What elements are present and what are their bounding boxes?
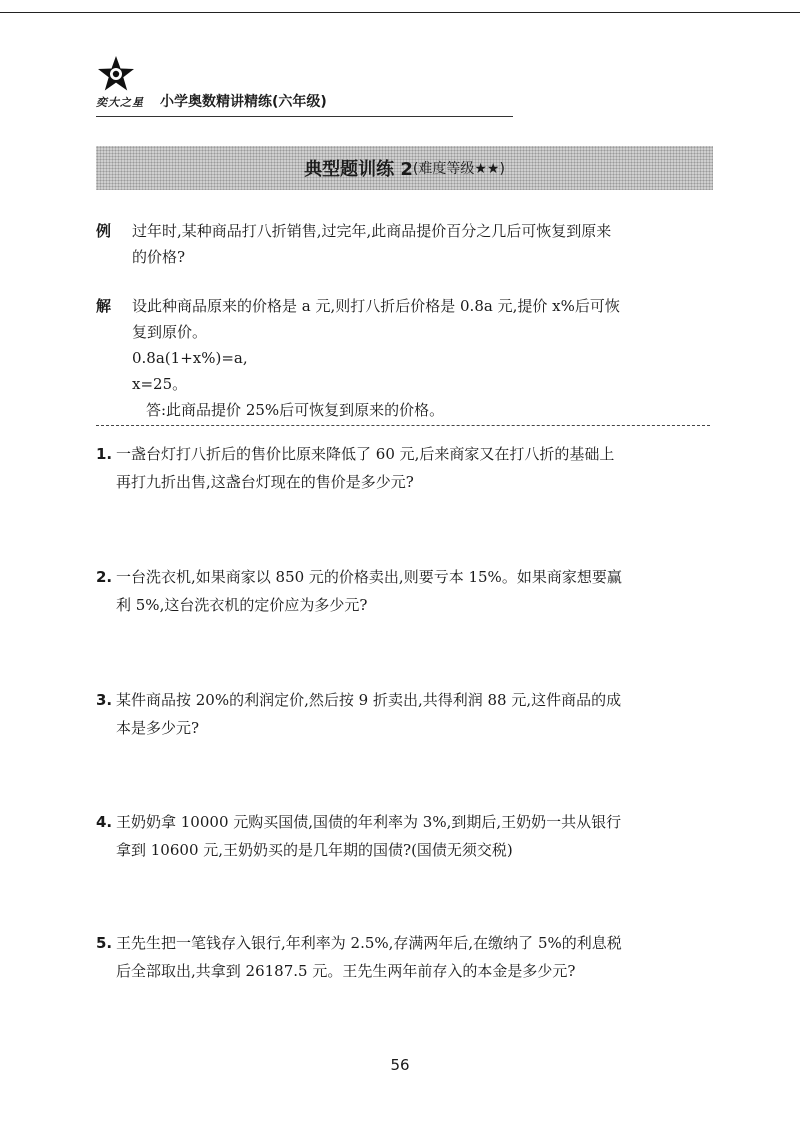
dashed-divider	[96, 425, 710, 426]
problem-item	[96, 808, 721, 864]
book-title: 小学奥数精讲精练(六年级)	[160, 94, 327, 110]
problem-line: 拿到 10600 元,王奶奶买的是几年期的国债?(国债无须交税)	[116, 841, 513, 859]
problem-item	[96, 929, 721, 985]
problem-line: 王奶奶拿 10000 元购买国债,国债的年利率为 3%,到期后,王奶奶一共从银行	[116, 813, 622, 831]
problem-line: 一盏台灯打八折后的售价比原来降低了 60 元,后来商家又在打八折的基础上	[116, 445, 615, 463]
difficulty-label: (难度等级★★)	[412, 161, 505, 177]
problem-line: 某件商品按 20%的利润定价,然后按 9 折卖出,共得利润 88 元,这件商品的成	[116, 691, 622, 709]
problem-line: 本是多少元?	[116, 719, 200, 737]
problem-item	[96, 440, 721, 496]
problem-line: 再打九折出售,这盏台灯现在的售价是多少元?	[116, 473, 414, 491]
section-banner	[96, 146, 713, 190]
problem-item	[96, 563, 721, 619]
star-logo-icon	[96, 54, 136, 94]
page-number: 56	[390, 1056, 410, 1074]
example-label: 例	[96, 222, 112, 240]
logo-text: 奕大之星	[96, 96, 144, 109]
section-title: 典型题训练 2	[304, 159, 413, 180]
example-line: 的价格?	[132, 248, 186, 266]
solution-equation: x=25。	[132, 375, 188, 393]
solution-equation: 0.8a(1+x%)=a,	[132, 349, 248, 367]
header-divider	[96, 116, 513, 117]
solution-label: 解	[96, 297, 112, 315]
solution-line: 复到原价。	[132, 323, 208, 341]
problem-line: 一台洗衣机,如果商家以 850 元的价格卖出,则要亏本 15%。如果商家想要赢	[116, 568, 622, 586]
problem-number: 1.	[96, 445, 113, 463]
solution-block	[96, 293, 721, 423]
problem-number: 4.	[96, 813, 113, 831]
solution-line: 设此种商品原来的价格是 a 元,则打八折后价格是 0.8a 元,提价 x%后可恢	[132, 297, 620, 315]
problem-number: 2.	[96, 568, 113, 586]
problem-line: 后全部取出,共拿到 26187.5 元。王先生两年前存入的本金是多少元?	[116, 962, 576, 980]
problem-item	[96, 686, 721, 742]
problem-number: 3.	[96, 691, 113, 709]
top-border-line	[0, 12, 800, 13]
solution-answer: 答:此商品提价 25%后可恢复到原来的价格。	[146, 401, 445, 419]
problem-number: 5.	[96, 934, 113, 952]
example-line: 过年时,某种商品打八折销售,过完年,此商品提价百分之几后可恢复到原来	[132, 222, 612, 240]
example-block	[96, 218, 721, 270]
problem-line: 利 5%,这台洗衣机的定价应为多少元?	[116, 596, 368, 614]
problem-line: 王先生把一笔钱存入银行,年利率为 2.5%,存满两年后,在缴纳了 5%的利息税	[116, 934, 622, 952]
